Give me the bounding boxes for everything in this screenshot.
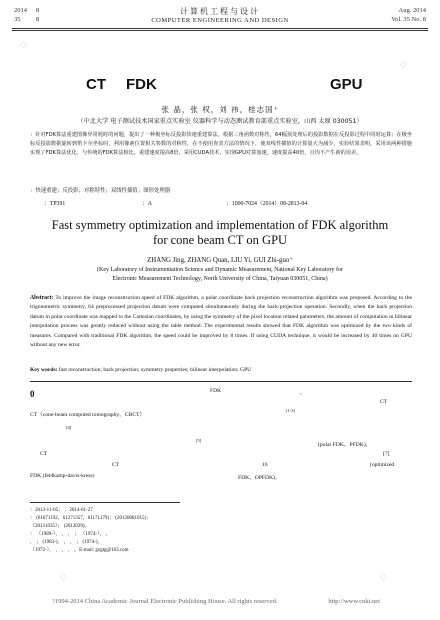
keywords-en-label: Key words: [30,367,58,373]
body-fragment-comma: ， [300,390,306,396]
ref-4: [4] [66,425,72,430]
footnote-dates: ：2013-11-05； ：2014-01-27 [30,508,93,513]
month-left: 8 [36,7,40,14]
title-en-line-1: Fast symmetry optimization and implementation of FDK algorithm [51,218,389,232]
ref-5: [5] [196,438,202,443]
journal-header [0,6,440,24]
footnote-rule [30,502,180,503]
body-fragment-ct: CT [380,399,388,405]
affiliation-cn: （中北大学 电子测试技术国家重点实验室 仪器科学与动态测试教育部重点实验室，山西 太原 030051） [77,118,363,125]
keywords-cn: ：快速重建；反投影；对称特性；双线性插值；图形处理器 [30,188,171,194]
ref-7: [7] [383,451,390,457]
body-fragment-cbct: CT（cone-beam computed tomography，CBCT） [30,412,145,418]
title-cn-part-2: FDK [126,76,157,93]
keywords-en-text: fast reconstruction; back projection; symmetry properties; bilinear interpolation; GPU [58,367,252,373]
copyright-text: ?1994-2014 China Academic Journal Electronic Publishing House. All rights reserved. [52,598,278,605]
section-number: 0 [30,389,35,399]
year-left: 2014 [14,7,27,14]
body-fragment-feldkamp: FDK (feldkamp-davis-kress) [30,473,95,479]
body-fragment-opfdk: FDK，OPFDK)。 [238,475,281,481]
title-cn-part-3: GPU [330,76,363,93]
abstract-en-label: Abstract: [30,295,54,301]
title-cn-part-1: CT [86,76,106,93]
footnote-funding: ： (61071192，61271357，61171179)； (20120081015)； [30,516,152,521]
journal-name-en: COMPUTER ENGINEERING AND DESIGN [151,17,289,24]
affiliation-en [40,266,400,283]
affiliation-en-line-1: (Key Laboratory of Instrumentation Science and Dynamic Measurement, National Key Laboratory for [97,267,343,273]
body-fragment-pfdk: (polar FDK，PFDK)， [318,442,372,448]
body-fragment-fdk: FDK [210,388,222,394]
journal-name-cn: 计算机工程与设计 [180,7,260,16]
footnote-bio-1: ： （1989-）， ， ， ； （1974-）， ， [30,532,111,537]
ref-1-3: [1-3] [286,408,295,413]
abstract-cn: ：针对FDK算法重建图像异常耗时的问题，提出了一种极坐标反投影快速重建算法。根据三角函数对称性，64幅预处理后的投影数据在反投影过程中同时运算；在极坐标反投影数据旋转到笛卡尔坐标时，利用像素位置相关参数的对称性，在不使用查表方法的情况下，使双线性插值的计算量大为减少，实验结果表明，采用该两种措施实现了FDK算法优化，与传统的FDK算法相比，重建速度提高8倍。采用CUDA技术，实现GPU对算加速，速度提高40倍，且均不产生新的误差。 [30,132,412,157]
header-rule-thin [12,30,428,31]
clc-number: ：TP391 [44,201,66,207]
volume-left: 35 [14,16,21,23]
footnote-bio-3: （1972-）， ， ， ， 。E-mail: gzgtg@163.com [30,548,129,553]
article-title-en [0,218,440,248]
abstract-rule [30,381,412,382]
abstract-en [30,294,412,350]
watermark-mark: ◇ [400,60,407,70]
authors-en: ZHANG Jing, ZHANG Quan, LIU Yi, GUI Zhi-guo⁺ [147,257,293,264]
header-rule [12,28,428,29]
affiliation-en-line-2: Electronic Measurement Technology, North University of China, Taiyuan 030051, China) [112,275,328,282]
date-right: Aug. 2014 [398,7,426,14]
body-fragment-16: 16 [262,462,268,468]
keywords-en [30,367,412,373]
body-fragment-optimized: (optimized [370,462,395,468]
abstract-en-text: To improve the image reconstruction speed of FDK algorithm, a polar coordinate back projection reconstruction algorithm was proposed. According to the trigonometric symmetry, 64 preprocessed projection datum were computed simultaneously during the back-projection operation. Secondly, when the back projection datum in polar coordinate was mapped to the Cartesian coordinates, by using the symmetry of the pixel location related parameters, the amount of computation in bilinear interpolation process was greatly reduced without using the table method. The experimental results showed that FDK algorithm was optimized by the two kinds of measures. Compared with traditional FDK algorithm, the speed could be improved by 8 times. If using CUDA technique, it would be increased by 40 times on GPU without any new error. [30,295,412,349]
watermark-mark: ◇ [380,572,387,582]
article-number: ：1000-7024（2014）08-2813-04 [226,201,308,207]
volume-right: Vol. 35 No. 8 [391,16,426,23]
issue-info-right [391,6,426,24]
body-fragment-ct-2: CT [40,451,48,457]
document-code: ：A [142,201,152,207]
watermark-mark: ◇ [20,40,27,50]
footnote-bio-2: ， ； (1983-)， ， ， ； (1974-)， [30,540,103,545]
number-left: 8 [36,16,40,23]
watermark-mark: ◇ [60,572,67,582]
authors-cn: 张 晶，张 权，刘 祎，桂志国⁺ [161,105,279,114]
body-fragment-ct-3: CT [112,462,120,468]
title-en-line-2: for cone beam CT on GPU [152,233,288,247]
footnote-funding-2: （20131035）； (2012039)。 [30,524,90,529]
cnki-link[interactable]: http://www.cnki.net [328,598,380,605]
